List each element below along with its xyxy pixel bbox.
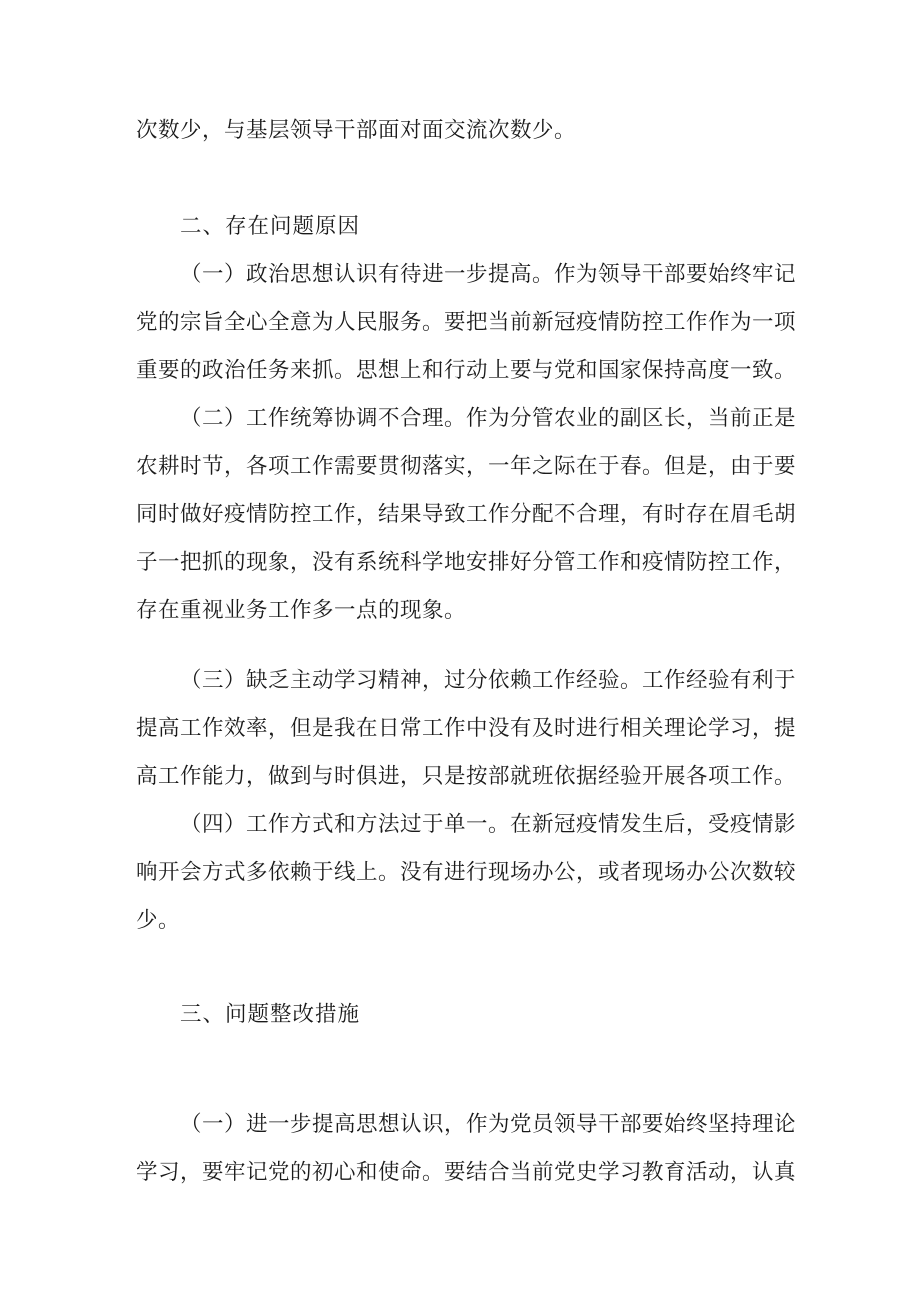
paragraph-line: 提高工作效率，但是我在日常工作中没有及时进行相关理论学习，提: [136, 716, 797, 741]
paragraph-line: （二）工作统筹协调不合理。作为分管农业的副区长，当前正是: [180, 406, 797, 431]
paragraph-line: 子一把抓的现象，没有系统科学地安排好分管工作和疫情防控工作，: [136, 550, 797, 575]
paragraph-line: 党的宗旨全心全意为人民服务。要把当前新冠疫情防控工作作为一项: [136, 310, 797, 335]
paragraph-line: 次数少，与基层领导干部面对面交流次数少。: [136, 118, 577, 143]
section-heading: 三、问题整改措施: [180, 1002, 361, 1027]
paragraph-line: （四）工作方式和方法过于单一。在新冠疫情发生后，受疫情影: [180, 812, 797, 837]
paragraph-line: （三）缺乏主动学习精神，过分依赖工作经验。工作经验有利于: [180, 668, 797, 693]
paragraph-line: 少。: [136, 908, 181, 933]
paragraph-line: 农耕时节，各项工作需要贯彻落实，一年之际在于春。但是，由于要: [136, 454, 797, 479]
paragraph-line: 重要的政治任务来抓。思想上和行动上要与党和国家保持高度一致。: [136, 358, 797, 383]
paragraph-line: 响开会方式多依赖于线上。没有进行现场办公，或者现场办公次数较: [136, 860, 797, 885]
paragraph-line: （一）政治思想认识有待进一步提高。作为领导干部要始终牢记: [180, 262, 797, 287]
paragraph-line: 同时做好疫情防控工作，结果导致工作分配不合理，有时存在眉毛胡: [136, 502, 797, 527]
paragraph-line: 学习，要牢记党的初心和使命。要结合当前党史学习教育活动，认真: [136, 1160, 797, 1185]
section-heading: 二、存在问题原因: [180, 214, 361, 239]
paragraph-line: （一）进一步提高思想认识，作为党员领导干部要始终坚持理论: [180, 1112, 797, 1137]
paragraph-line: 高工作能力，做到与时俱进，只是按部就班依据经验开展各项工作。: [136, 764, 797, 789]
paragraph-line: 存在重视业务工作多一点的现象。: [136, 598, 467, 623]
